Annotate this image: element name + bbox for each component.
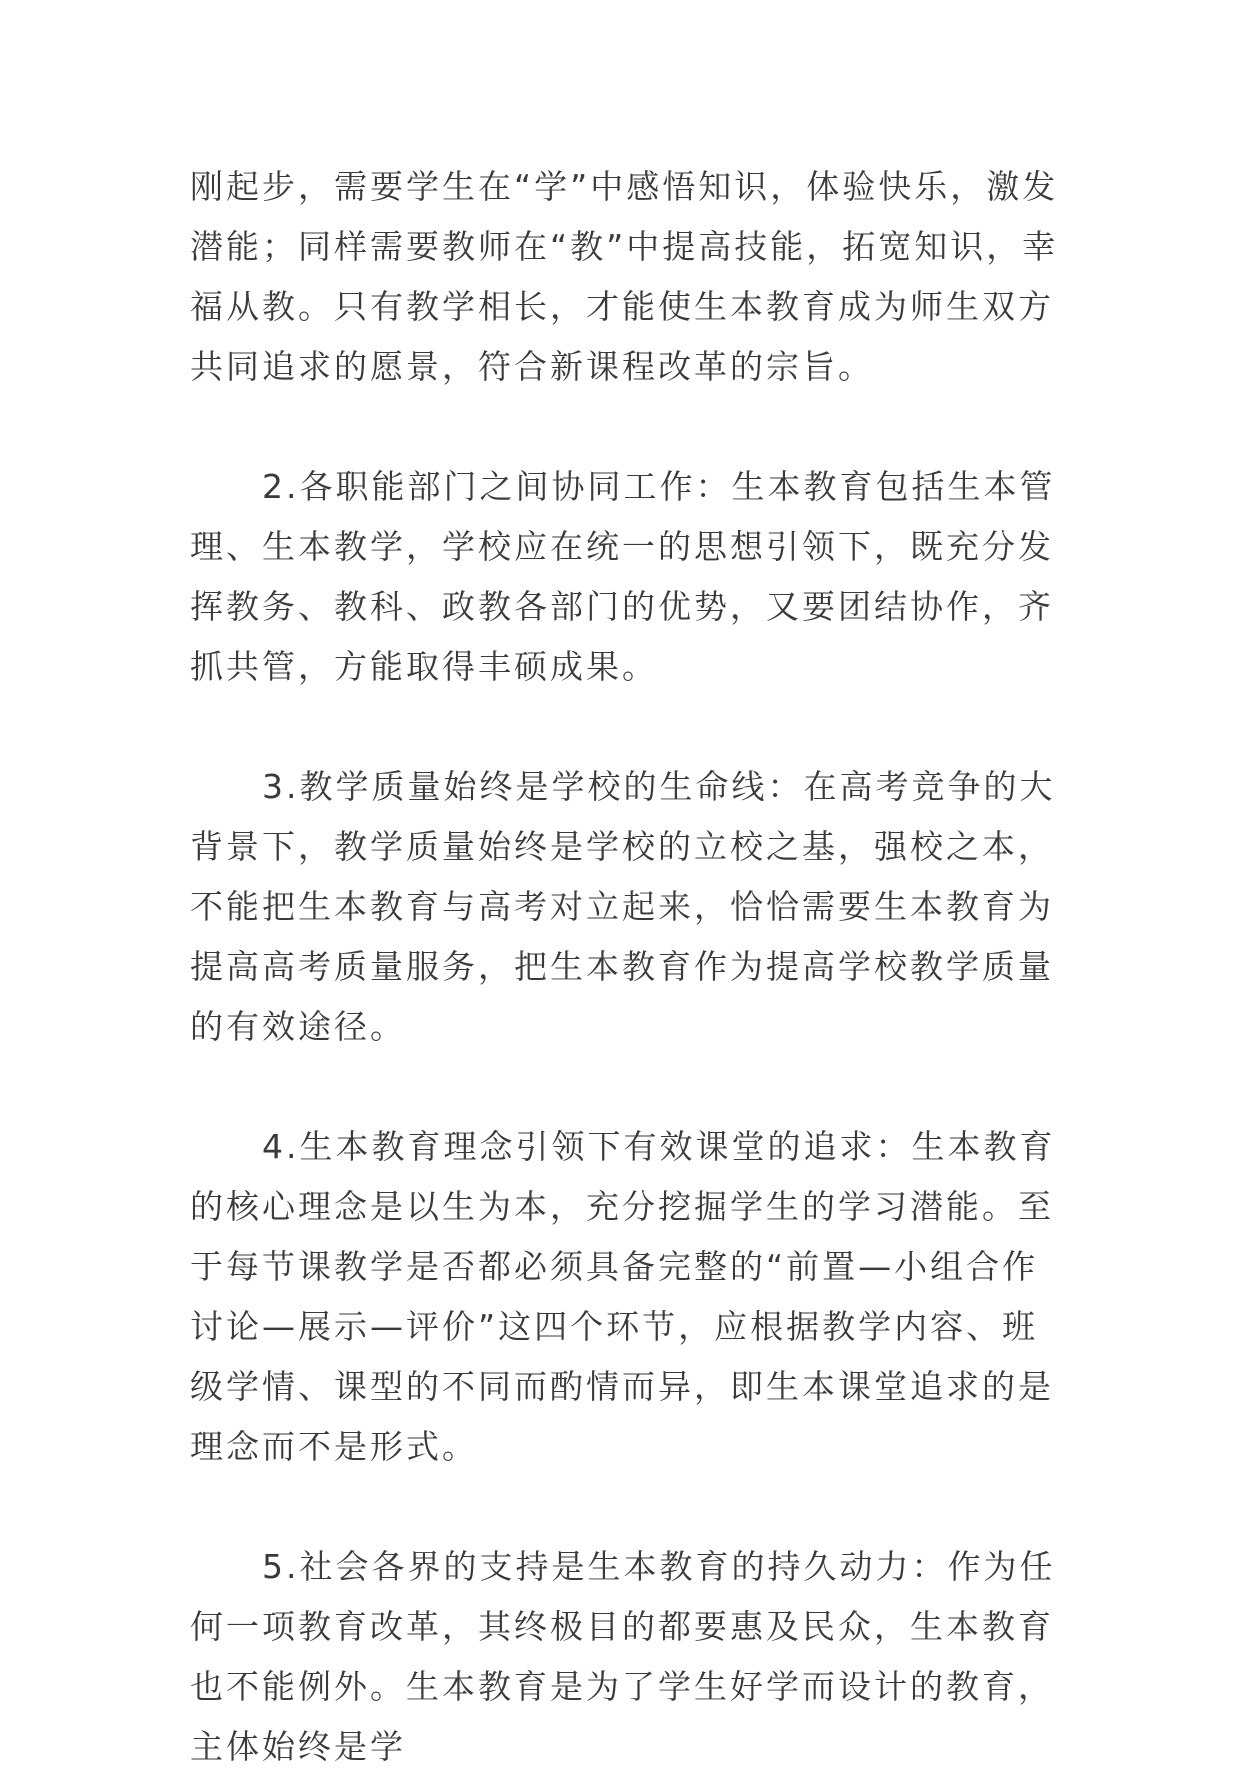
- paragraph-item-5: 5.社会各界的支持是生本教育的持久动力：作为任何一项教育改革，其终极目的都要惠及民众，生本教育也不能例外。生本教育是为了学生好学而设计的教育，主体始终是学: [190, 1547, 1056, 1766]
- document-body: [190, 157, 1070, 1777]
- paragraph-item-3: 3.教学质量始终是学校的生命线：在高考竞争的大背景下，教学质量始终是学校的立校之基，强校之本，不能把生本教育与高考对立起来，恰恰需要生本教育为提高高考质量服务，把生本教育作为提高学校教学质量的有效途径。: [190, 767, 1056, 1046]
- paragraph-item-2: 2.各职能部门之间协同工作：生本教育包括生本管理、生本教学，学校应在统一的思想引领下，既充分发挥教务、教科、政教各部门的优势，又要团结协作，齐抓共管，方能取得丰硕成果。: [190, 467, 1056, 686]
- paragraph-spacer: [190, 1057, 1070, 1117]
- paragraph-spacer: [190, 397, 1070, 457]
- paragraph-item-4: 4.生本教育理念引领下有效课堂的追求：生本教育的核心理念是以生为本，充分挖掘学生的学习潜能。至于每节课教学是否都必须具备完整的“前置—小组合作讨论—展示—评价”这四个环节，应根据教学内容、班级学情、课型的不同而酌情而异，即生本课堂追求的是理念而不是形式。: [190, 1127, 1056, 1466]
- paragraph-spacer: [190, 1477, 1070, 1537]
- paragraph-spacer: [190, 697, 1070, 757]
- paragraph-continuation: 刚起步，需要学生在“学”中感悟知识，体验快乐，激发潜能；同样需要教师在“教”中提高技能，拓宽知识，幸福从教。只有教学相长，才能使生本教育成为师生双方共同追求的愿景，符合新课程改革的宗旨。: [190, 167, 1059, 386]
